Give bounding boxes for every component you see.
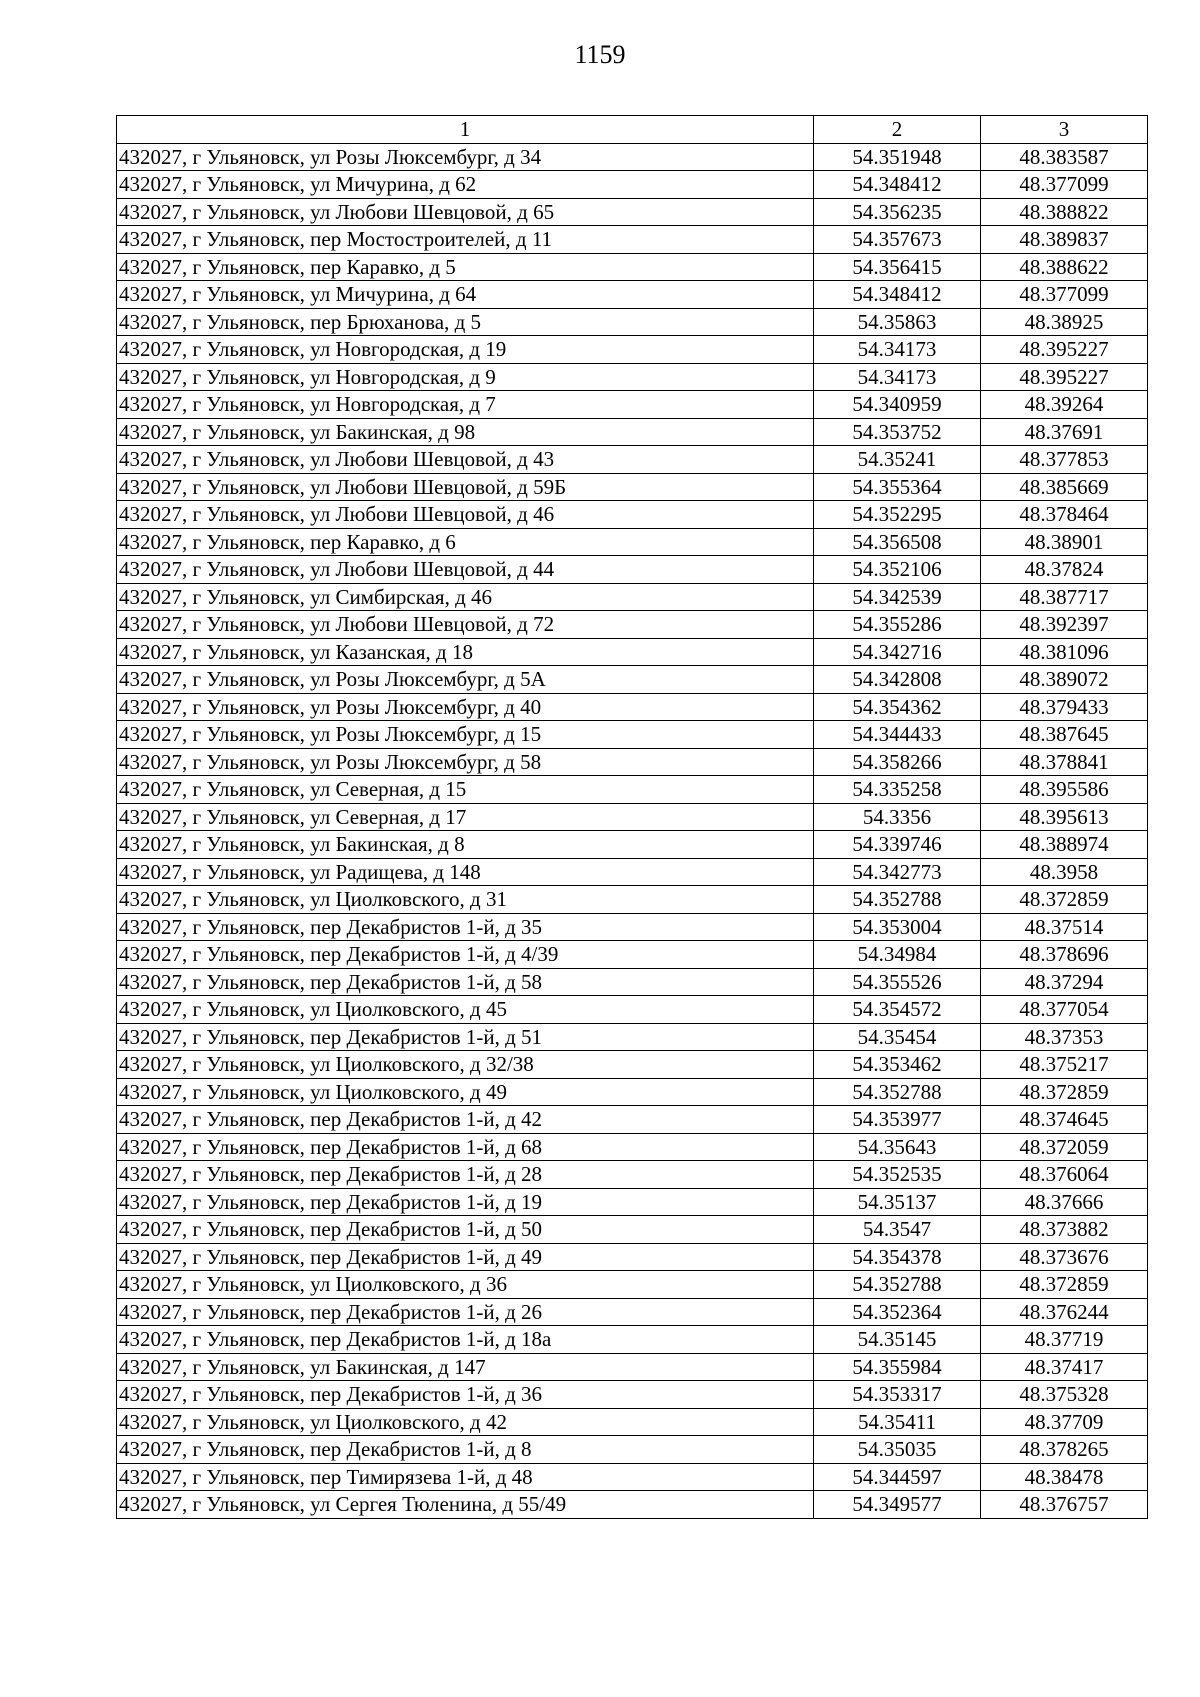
longitude-cell: 48.373882	[981, 1216, 1148, 1244]
address-cell: 432027, г Ульяновск, ул Северная, д 15	[117, 776, 814, 804]
address-cell: 432027, г Ульяновск, пер Каравко, д 5	[117, 253, 814, 281]
table-row	[117, 1188, 1148, 1216]
longitude-cell: 48.39264	[981, 391, 1148, 419]
table-row	[117, 1491, 1148, 1519]
latitude-cell: 54.353317	[814, 1381, 981, 1409]
column-header-latitude: 2	[814, 116, 981, 144]
latitude-cell: 54.342539	[814, 583, 981, 611]
table-row	[117, 1216, 1148, 1244]
longitude-cell: 48.3958	[981, 858, 1148, 886]
table-row	[117, 556, 1148, 584]
table-row	[117, 1271, 1148, 1299]
latitude-cell: 54.339746	[814, 831, 981, 859]
longitude-cell: 48.376757	[981, 1491, 1148, 1519]
table-row	[117, 583, 1148, 611]
longitude-cell: 48.38901	[981, 528, 1148, 556]
latitude-cell: 54.357673	[814, 226, 981, 254]
longitude-cell: 48.388974	[981, 831, 1148, 859]
address-cell: 432027, г Ульяновск, ул Циолковского, д 42	[117, 1408, 814, 1436]
address-cell: 432027, г Ульяновск, ул Северная, д 17	[117, 803, 814, 831]
longitude-cell: 48.392397	[981, 611, 1148, 639]
address-cell: 432027, г Ульяновск, ул Радищева, д 148	[117, 858, 814, 886]
latitude-cell: 54.35643	[814, 1133, 981, 1161]
longitude-cell: 48.395227	[981, 336, 1148, 364]
latitude-cell: 54.355364	[814, 473, 981, 501]
latitude-cell: 54.355526	[814, 968, 981, 996]
address-cell: 432027, г Ульяновск, ул Симбирская, д 46	[117, 583, 814, 611]
table-row	[117, 1106, 1148, 1134]
longitude-cell: 48.389072	[981, 666, 1148, 694]
latitude-cell: 54.34984	[814, 941, 981, 969]
latitude-cell: 54.355286	[814, 611, 981, 639]
table-row	[117, 776, 1148, 804]
address-cell: 432027, г Ульяновск, ул Циолковского, д 49	[117, 1078, 814, 1106]
address-cell: 432027, г Ульяновск, пер Декабристов 1-й, д 28	[117, 1161, 814, 1189]
address-cell: 432027, г Ульяновск, ул Казанская, д 18	[117, 638, 814, 666]
longitude-cell: 48.395613	[981, 803, 1148, 831]
address-cell: 432027, г Ульяновск, ул Розы Люксембург, д 40	[117, 693, 814, 721]
table-row	[117, 1436, 1148, 1464]
address-cell: 432027, г Ульяновск, пер Декабристов 1-й, д 18а	[117, 1326, 814, 1354]
table-row	[117, 611, 1148, 639]
latitude-cell: 54.35863	[814, 308, 981, 336]
address-cell: 432027, г Ульяновск, ул Любови Шевцовой, д 46	[117, 501, 814, 529]
longitude-cell: 48.377099	[981, 171, 1148, 199]
longitude-cell: 48.37294	[981, 968, 1148, 996]
address-cell: 432027, г Ульяновск, пер Декабристов 1-й, д 49	[117, 1243, 814, 1271]
latitude-cell: 54.352535	[814, 1161, 981, 1189]
address-cell: 432027, г Ульяновск, пер Каравко, д 6	[117, 528, 814, 556]
table-row	[117, 171, 1148, 199]
address-cell: 432027, г Ульяновск, пер Декабристов 1-й, д 35	[117, 913, 814, 941]
table-row	[117, 1353, 1148, 1381]
address-cell: 432027, г Ульяновск, ул Любови Шевцовой, д 65	[117, 198, 814, 226]
latitude-cell: 54.353752	[814, 418, 981, 446]
latitude-cell: 54.356415	[814, 253, 981, 281]
longitude-cell: 48.389837	[981, 226, 1148, 254]
latitude-cell: 54.351948	[814, 143, 981, 171]
latitude-cell: 54.35035	[814, 1436, 981, 1464]
longitude-cell: 48.377099	[981, 281, 1148, 309]
latitude-cell: 54.342808	[814, 666, 981, 694]
address-cell: 432027, г Ульяновск, пер Декабристов 1-й, д 51	[117, 1023, 814, 1051]
column-header-address: 1	[117, 116, 814, 144]
table-row	[117, 1051, 1148, 1079]
table-row	[117, 281, 1148, 309]
column-header-longitude: 3	[981, 116, 1148, 144]
table-row	[117, 831, 1148, 859]
address-cell: 432027, г Ульяновск, ул Бакинская, д 98	[117, 418, 814, 446]
latitude-cell: 54.356508	[814, 528, 981, 556]
latitude-cell: 54.342716	[814, 638, 981, 666]
latitude-cell: 54.35241	[814, 446, 981, 474]
latitude-cell: 54.354378	[814, 1243, 981, 1271]
address-cell: 432027, г Ульяновск, пер Брюханова, д 5	[117, 308, 814, 336]
address-cell: 432027, г Ульяновск, ул Новгородская, д 7	[117, 391, 814, 419]
address-cell: 432027, г Ульяновск, пер Декабристов 1-й, д 58	[117, 968, 814, 996]
longitude-cell: 48.38925	[981, 308, 1148, 336]
address-cell: 432027, г Ульяновск, ул Сергея Тюленина, д 55/49	[117, 1491, 814, 1519]
longitude-cell: 48.37691	[981, 418, 1148, 446]
table-row	[117, 528, 1148, 556]
table-row	[117, 363, 1148, 391]
longitude-cell: 48.37417	[981, 1353, 1148, 1381]
longitude-cell: 48.387717	[981, 583, 1148, 611]
longitude-cell: 48.381096	[981, 638, 1148, 666]
address-cell: 432027, г Ульяновск, ул Циолковского, д 32/38	[117, 1051, 814, 1079]
address-cell: 432027, г Ульяновск, ул Розы Люксембург, д 58	[117, 748, 814, 776]
address-cell: 432027, г Ульяновск, ул Новгородская, д 19	[117, 336, 814, 364]
table-row	[117, 253, 1148, 281]
longitude-cell: 48.37514	[981, 913, 1148, 941]
table-row	[117, 1161, 1148, 1189]
table-row	[117, 473, 1148, 501]
page-number: 1159	[574, 40, 626, 69]
address-cell: 432027, г Ульяновск, ул Бакинская, д 147	[117, 1353, 814, 1381]
latitude-cell: 54.352788	[814, 1078, 981, 1106]
table-row	[117, 1408, 1148, 1436]
longitude-cell: 48.37709	[981, 1408, 1148, 1436]
address-cell: 432027, г Ульяновск, пер Тимирязева 1-й, д 48	[117, 1463, 814, 1491]
latitude-cell: 54.35137	[814, 1188, 981, 1216]
latitude-cell: 54.349577	[814, 1491, 981, 1519]
latitude-cell: 54.35454	[814, 1023, 981, 1051]
latitude-cell: 54.352295	[814, 501, 981, 529]
latitude-cell: 54.353004	[814, 913, 981, 941]
latitude-cell: 54.344597	[814, 1463, 981, 1491]
table-row	[117, 941, 1148, 969]
latitude-cell: 54.356235	[814, 198, 981, 226]
latitude-cell: 54.34173	[814, 363, 981, 391]
table-body	[117, 143, 1148, 1518]
table-row	[117, 1326, 1148, 1354]
table-row	[117, 886, 1148, 914]
address-cell: 432027, г Ульяновск, пер Декабристов 1-й, д 26	[117, 1298, 814, 1326]
longitude-cell: 48.378696	[981, 941, 1148, 969]
address-cell: 432027, г Ульяновск, ул Новгородская, д 9	[117, 363, 814, 391]
table-header-row	[117, 116, 1148, 144]
longitude-cell: 48.38478	[981, 1463, 1148, 1491]
latitude-cell: 54.355984	[814, 1353, 981, 1381]
address-cell: 432027, г Ульяновск, ул Мичурина, д 62	[117, 171, 814, 199]
longitude-cell: 48.377853	[981, 446, 1148, 474]
longitude-cell: 48.378265	[981, 1436, 1148, 1464]
address-cell: 432027, г Ульяновск, ул Циолковского, д 45	[117, 996, 814, 1024]
table-row	[117, 418, 1148, 446]
latitude-cell: 54.348412	[814, 171, 981, 199]
longitude-cell: 48.372859	[981, 1078, 1148, 1106]
table-row	[117, 1381, 1148, 1409]
longitude-cell: 48.374645	[981, 1106, 1148, 1134]
longitude-cell: 48.376244	[981, 1298, 1148, 1326]
longitude-cell: 48.375217	[981, 1051, 1148, 1079]
latitude-cell: 54.34173	[814, 336, 981, 364]
address-cell: 432027, г Ульяновск, ул Любови Шевцовой, д 43	[117, 446, 814, 474]
table-row	[117, 446, 1148, 474]
longitude-cell: 48.37824	[981, 556, 1148, 584]
latitude-cell: 54.354362	[814, 693, 981, 721]
table-row	[117, 143, 1148, 171]
address-cell: 432027, г Ульяновск, ул Розы Люксембург, д 5А	[117, 666, 814, 694]
longitude-cell: 48.383587	[981, 143, 1148, 171]
table-row	[117, 721, 1148, 749]
longitude-cell: 48.376064	[981, 1161, 1148, 1189]
longitude-cell: 48.378464	[981, 501, 1148, 529]
table-row	[117, 1023, 1148, 1051]
table-row	[117, 198, 1148, 226]
address-cell: 432027, г Ульяновск, ул Мичурина, д 64	[117, 281, 814, 309]
latitude-cell: 54.342773	[814, 858, 981, 886]
latitude-cell: 54.352788	[814, 1271, 981, 1299]
address-cell: 432027, г Ульяновск, пер Декабристов 1-й, д 19	[117, 1188, 814, 1216]
longitude-cell: 48.377054	[981, 996, 1148, 1024]
latitude-cell: 54.353977	[814, 1106, 981, 1134]
latitude-cell: 54.352106	[814, 556, 981, 584]
address-cell: 432027, г Ульяновск, ул Розы Люксембург, д 34	[117, 143, 814, 171]
longitude-cell: 48.388622	[981, 253, 1148, 281]
table-row	[117, 1243, 1148, 1271]
latitude-cell: 54.35145	[814, 1326, 981, 1354]
address-cell: 432027, г Ульяновск, ул Циолковского, д 36	[117, 1271, 814, 1299]
latitude-cell: 54.353462	[814, 1051, 981, 1079]
latitude-cell: 54.35411	[814, 1408, 981, 1436]
address-cell: 432027, г Ульяновск, пер Мостостроителей, д 11	[117, 226, 814, 254]
address-cell: 432027, г Ульяновск, ул Любови Шевцовой, д 72	[117, 611, 814, 639]
table-row	[117, 693, 1148, 721]
address-cell: 432027, г Ульяновск, пер Декабристов 1-й, д 36	[117, 1381, 814, 1409]
table-row	[117, 858, 1148, 886]
address-cell: 432027, г Ульяновск, ул Любови Шевцовой, д 44	[117, 556, 814, 584]
address-cell: 432027, г Ульяновск, пер Декабристов 1-й, д 42	[117, 1106, 814, 1134]
table-row	[117, 968, 1148, 996]
address-coordinates-table	[116, 115, 1148, 1519]
latitude-cell: 54.340959	[814, 391, 981, 419]
table-row	[117, 1133, 1148, 1161]
longitude-cell: 48.385669	[981, 473, 1148, 501]
address-cell: 432027, г Ульяновск, пер Декабристов 1-й, д 50	[117, 1216, 814, 1244]
latitude-cell: 54.354572	[814, 996, 981, 1024]
longitude-cell: 48.372859	[981, 886, 1148, 914]
address-cell: 432027, г Ульяновск, ул Любови Шевцовой, д 59Б	[117, 473, 814, 501]
longitude-cell: 48.37719	[981, 1326, 1148, 1354]
table-row	[117, 996, 1148, 1024]
address-cell: 432027, г Ульяновск, ул Бакинская, д 8	[117, 831, 814, 859]
longitude-cell: 48.375328	[981, 1381, 1148, 1409]
address-cell: 432027, г Ульяновск, пер Декабристов 1-й, д 68	[117, 1133, 814, 1161]
longitude-cell: 48.372059	[981, 1133, 1148, 1161]
table-row	[117, 1463, 1148, 1491]
table-row	[117, 1078, 1148, 1106]
latitude-cell: 54.344433	[814, 721, 981, 749]
table-row	[117, 1298, 1148, 1326]
table-row	[117, 391, 1148, 419]
address-cell: 432027, г Ульяновск, пер Декабристов 1-й, д 4/39	[117, 941, 814, 969]
table-row	[117, 308, 1148, 336]
latitude-cell: 54.335258	[814, 776, 981, 804]
latitude-cell: 54.352788	[814, 886, 981, 914]
table-row	[117, 336, 1148, 364]
address-cell: 432027, г Ульяновск, пер Декабристов 1-й, д 8	[117, 1436, 814, 1464]
table-row	[117, 666, 1148, 694]
table-row	[117, 803, 1148, 831]
longitude-cell: 48.387645	[981, 721, 1148, 749]
longitude-cell: 48.37666	[981, 1188, 1148, 1216]
address-cell: 432027, г Ульяновск, ул Циолковского, д 31	[117, 886, 814, 914]
longitude-cell: 48.378841	[981, 748, 1148, 776]
longitude-cell: 48.379433	[981, 693, 1148, 721]
longitude-cell: 48.395227	[981, 363, 1148, 391]
table-row	[117, 501, 1148, 529]
longitude-cell: 48.373676	[981, 1243, 1148, 1271]
table-row	[117, 226, 1148, 254]
longitude-cell: 48.372859	[981, 1271, 1148, 1299]
longitude-cell: 48.37353	[981, 1023, 1148, 1051]
latitude-cell: 54.3356	[814, 803, 981, 831]
table-row	[117, 638, 1148, 666]
longitude-cell: 48.388822	[981, 198, 1148, 226]
latitude-cell: 54.348412	[814, 281, 981, 309]
longitude-cell: 48.395586	[981, 776, 1148, 804]
table-row	[117, 748, 1148, 776]
table-row	[117, 913, 1148, 941]
latitude-cell: 54.352364	[814, 1298, 981, 1326]
address-cell: 432027, г Ульяновск, ул Розы Люксембург, д 15	[117, 721, 814, 749]
latitude-cell: 54.358266	[814, 748, 981, 776]
latitude-cell: 54.3547	[814, 1216, 981, 1244]
